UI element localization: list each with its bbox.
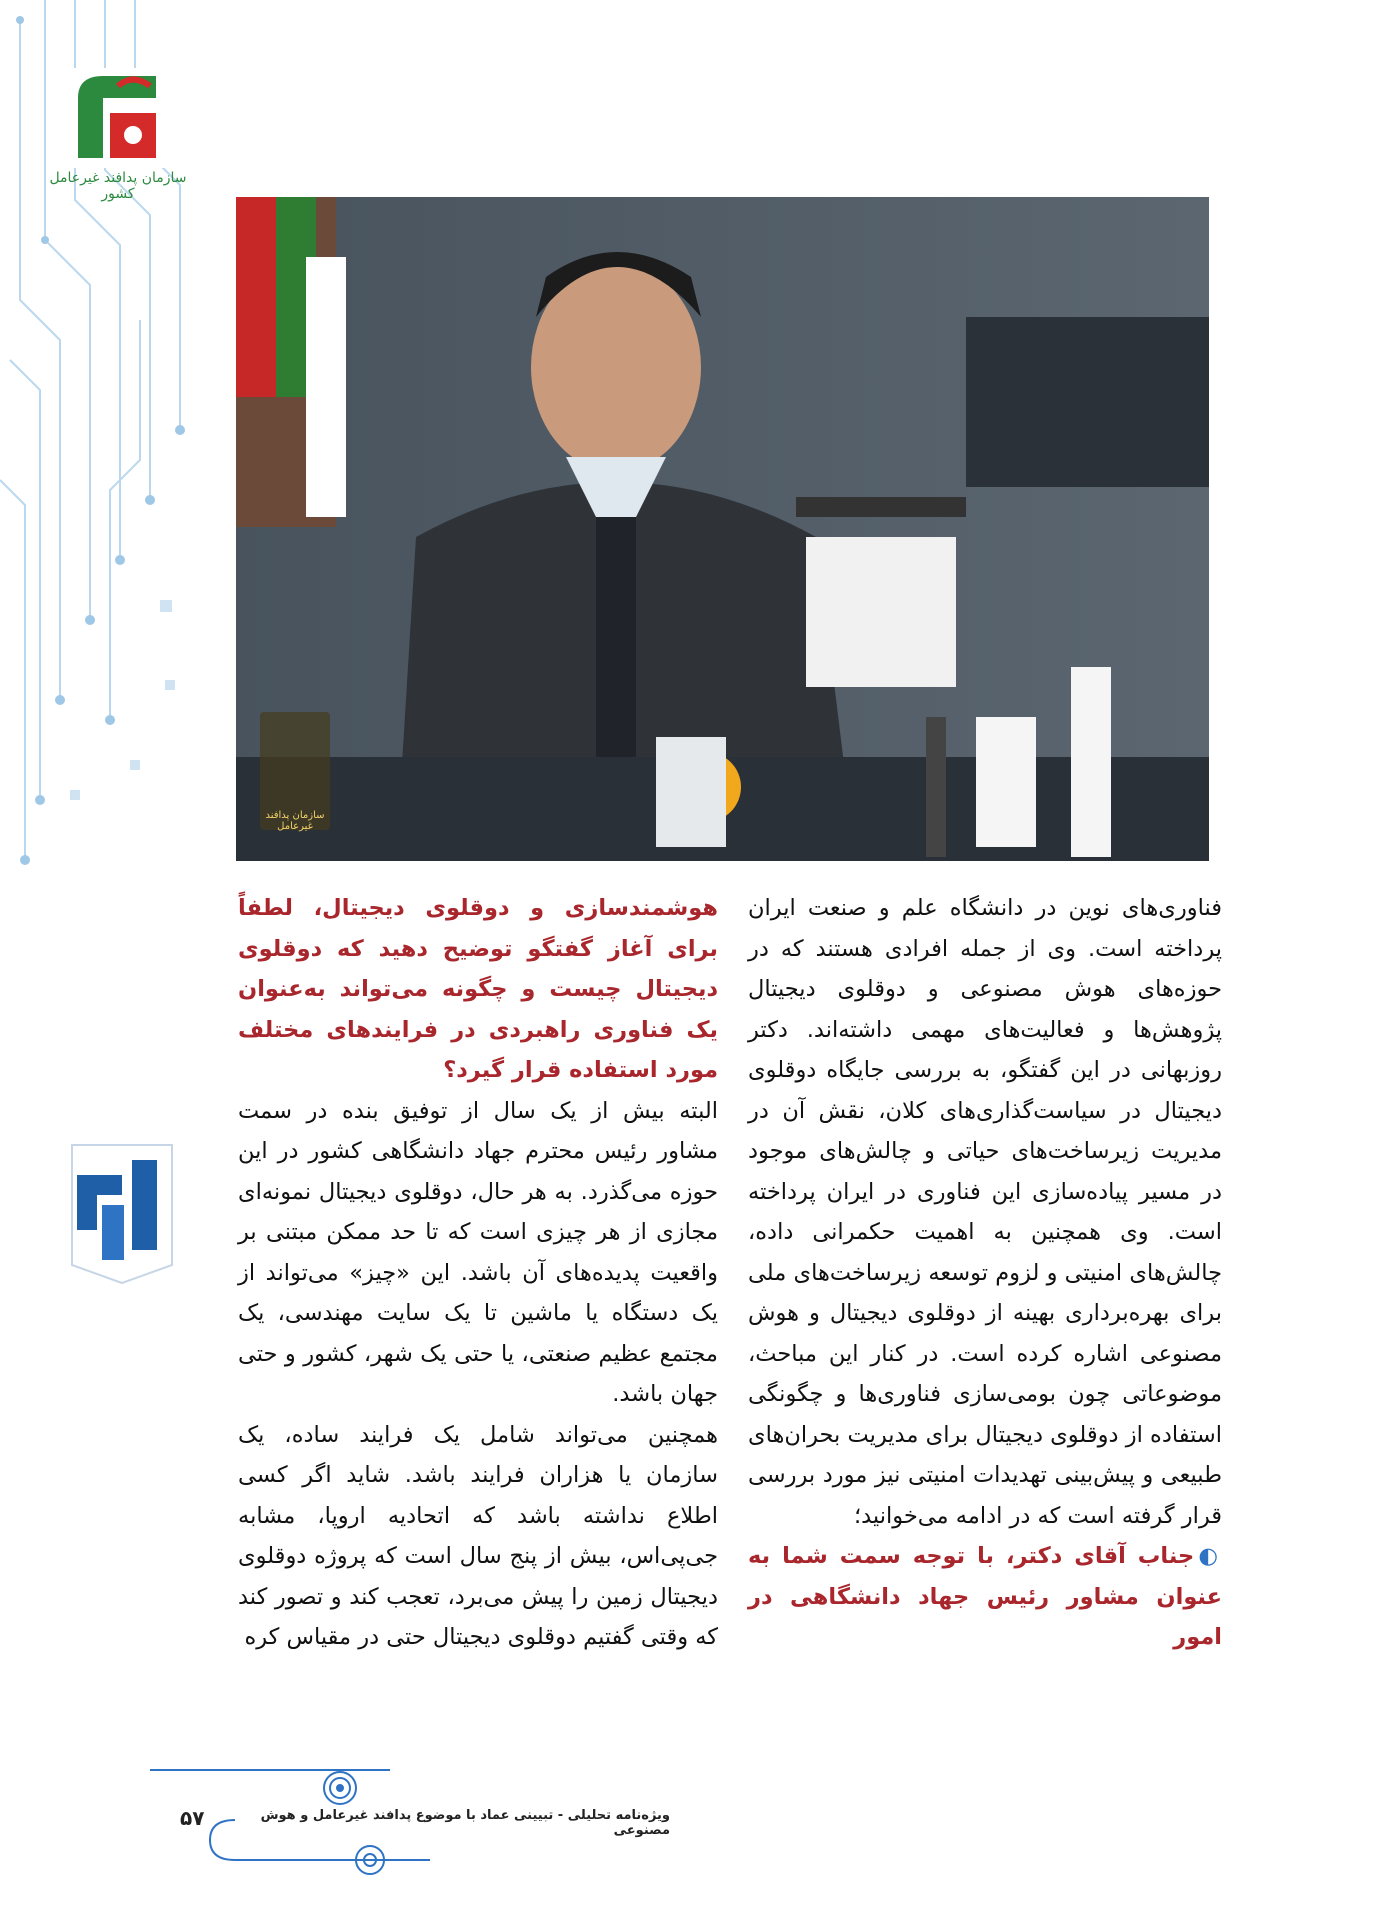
organization-logo-caption: سازمان پدافند غیرعامل کشور <box>49 170 187 202</box>
intro-paragraph: فناوری‌های نوین در دانشگاه علم و صنعت ایران پرداخته است. وی از جمله افرادی هستند که در حوزه‌های هوش مصنوعی و دوقلوی دیجیتال پژوهش‌ها و فعالیت‌های مهمی داشته‌اند. دکتر روزبهانی در این گفتگو، به بررسی جایگاه دوقلوی دیجیتال در سیاست‌گذاری‌های کلان، نقش آن در مدیریت زیرساخت‌های حیاتی و چالش‌های موجود در مسیر پیاده‌سازی این فناوری در ایران پرداخته است. وی همچنین به اهمیت حکمرانی داده، چالش‌های امنیتی و لزوم توسعه زیرساخت‌های ملی برای بهره‌برداری بهینه از دوقلوی دیجیتال و هوش مصنوعی اشاره کرده است. در کنار این مباحث، موضوعاتی چون بومی‌سازی فناوری‌ها و چگونگی استفاده از دوقلوی دیجیتال برای مدیریت بحران‌های طبیعی و پیش‌بینی تهدیدات امنیتی نیز مورد بررسی قرار گرفته است که در ادامه می‌خوانید؛ <box>748 895 1222 1529</box>
organization-logo <box>58 68 176 168</box>
answer-paragraph-1: البته بیش از یک سال از توفیق بنده در سمت مشاور رئیس محترم جهاد دانشگاهی کشور در این حوزه می‌گذرد. به هر حال، دوقلوی دیجیتال نمونه‌ای مجازی از هر چیزی است که تا حد ممکن مبتنی بر واقعیت پدیده‌های آن باشد. این «چیز» می‌تواند از یک دستگاه یا ماشین تا یک سایت مهندسی، یک مجتمع عظیم صنعتی، یا حتی یک شهر، کشور و حتی جهان باشد. <box>238 1097 718 1407</box>
article-right-column <box>748 888 1222 1658</box>
footer-title: ویژه‌نامه تحلیلی - تبیینی عماد با موضوع پدافند غیرعامل و هوش مصنوعی <box>260 1808 670 1838</box>
photo-watermark-caption: سازمان پدافند غیرعامل <box>265 810 325 832</box>
interview-photo <box>236 197 1209 861</box>
question-swirl-icon: ◐ <box>1198 1543 1222 1569</box>
page-number: ۵۷ <box>180 1806 205 1830</box>
answer-paragraph-2: همچنین می‌تواند شامل یک فرایند ساده، یک سازمان یا هزاران فرایند باشد. شاید اگر کسی اطلاع نداشته باشد که اتحادیه اروپا، مشابه جی‌پی‌اس، بیش از پنج سال است که پروژه دوقلوی دیجیتال زمین را پیش می‌برد، تعجب کند و تصور کند که وقتی گفتیم دوقلوی دیجیتال حتی در مقیاس کره <box>238 1421 718 1650</box>
question-start <box>748 1536 1222 1658</box>
article-left-column <box>238 888 718 1658</box>
question-continued: هوشمندسازی و دوقلوی دیجیتال، لطفاً برای آغاز گفتگو توضیح دهید که دوقلوی دیجیتال چیست و چگونه می‌تواند به‌عنوان یک فناوری راهبردی در فرایندهای مختلف مورد استفاده قرار گیرد؟ <box>238 895 718 1083</box>
question-start-text: جناب آقای دکتر، با توجه سمت شما به عنوان مشاور رئیس جهاد دانشگاهی در امور <box>748 1543 1222 1650</box>
emad-logo <box>62 1135 182 1285</box>
